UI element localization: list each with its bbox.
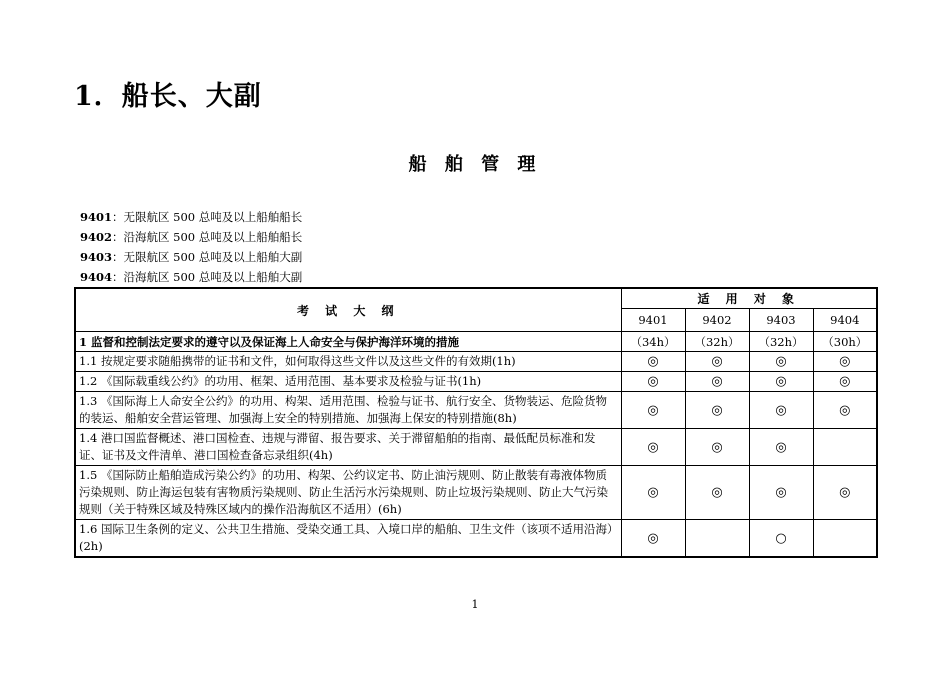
code-description: ：沿海航区 500 总吨及以上船舶船长 bbox=[112, 230, 303, 244]
code-number: 9402 bbox=[80, 230, 113, 244]
table-header-row bbox=[75, 288, 877, 309]
code-item bbox=[80, 227, 302, 247]
row-text: 1.4 港口国监督概述、港口国检查、违规与滞留、报告要求、关于滞留船舶的指南、最低配员标准和发证、证书及文件清单、港口国检查备忘录组织(4h) bbox=[75, 429, 621, 466]
row-mark: ◎ bbox=[621, 352, 685, 372]
table-row bbox=[75, 372, 877, 392]
code-number: 9403 bbox=[80, 250, 113, 264]
row-mark bbox=[813, 429, 877, 466]
code-list bbox=[80, 207, 302, 287]
code-description: ：无限航区 500 总吨及以上船舶大副 bbox=[112, 250, 303, 264]
code-number: 9404 bbox=[80, 270, 113, 284]
row-mark bbox=[685, 520, 749, 558]
row-mark: ◎ bbox=[685, 429, 749, 466]
column-code: 9402 bbox=[685, 309, 749, 332]
row-text: 1.6 国际卫生条例的定义、公共卫生措施、受染交通工具、入境口岸的船舶、卫生文件（该项不适用沿海）(2h) bbox=[75, 520, 621, 558]
section-hours: （34h） bbox=[621, 332, 685, 352]
code-item bbox=[80, 267, 302, 287]
code-number: 9401 bbox=[80, 210, 113, 224]
row-mark: ◎ bbox=[621, 466, 685, 520]
code-item bbox=[80, 247, 302, 267]
table-row bbox=[75, 466, 877, 520]
header-applicable: 适 用 对 象 bbox=[621, 288, 877, 309]
code-description: ：无限航区 500 总吨及以上船舶船长 bbox=[112, 210, 303, 224]
section-hours: （30h） bbox=[813, 332, 877, 352]
row-mark: ○ bbox=[749, 520, 813, 558]
exam-outline-table bbox=[74, 287, 878, 558]
row-mark: ◎ bbox=[621, 429, 685, 466]
row-mark: ◎ bbox=[621, 372, 685, 392]
code-item bbox=[80, 207, 302, 227]
page-title: 1．船长、大副 bbox=[74, 81, 262, 112]
table-row bbox=[75, 392, 877, 429]
column-code: 9401 bbox=[621, 309, 685, 332]
row-mark: ◎ bbox=[685, 372, 749, 392]
row-text: 1.2 《国际载重线公约》的功用、框架、适用范围、基本要求及检验与证书(1h) bbox=[75, 372, 621, 392]
row-mark: ◎ bbox=[749, 392, 813, 429]
row-mark: ◎ bbox=[685, 392, 749, 429]
row-mark: ◎ bbox=[749, 352, 813, 372]
section-hours: （32h） bbox=[749, 332, 813, 352]
row-mark bbox=[813, 520, 877, 558]
table-row bbox=[75, 352, 877, 372]
row-text: 1.5 《国际防止船舶造成污染公约》的功用、构架、公约议定书、防止油污规则、防止散装有毒液体物质污染规则、防止海运包装有害物质污染规则、防止生活污水污染规则、防止垃圾污染规则、防止大气污染规则（关于特殊区域及特殊区域内的操作沿海航区不适用）(6h) bbox=[75, 466, 621, 520]
row-mark: ◎ bbox=[813, 372, 877, 392]
header-outline: 考 试 大 纲 bbox=[75, 288, 621, 332]
section-hours: （32h） bbox=[685, 332, 749, 352]
table-row bbox=[75, 429, 877, 466]
table-row bbox=[75, 520, 877, 558]
row-mark: ◎ bbox=[813, 352, 877, 372]
row-mark: ◎ bbox=[749, 372, 813, 392]
row-mark: ◎ bbox=[685, 352, 749, 372]
row-mark: ◎ bbox=[749, 466, 813, 520]
code-description: ：沿海航区 500 总吨及以上船舶大副 bbox=[112, 270, 303, 284]
row-text: 1.1 按规定要求随船携带的证书和文件，如何取得这些文件以及这些文件的有效期(1h) bbox=[75, 352, 621, 372]
row-text: 1.3 《国际海上人命安全公约》的功用、构架、适用范围、检验与证书、航行安全、货物装运、危险货物的装运、船舶安全营运管理、加强海上安全的特别措施、加强海上保安的特别措施(8h) bbox=[75, 392, 621, 429]
column-code: 9403 bbox=[749, 309, 813, 332]
page-number: 1 bbox=[471, 598, 479, 611]
row-mark: ◎ bbox=[813, 466, 877, 520]
section-row bbox=[75, 332, 877, 352]
row-mark: ◎ bbox=[685, 466, 749, 520]
row-mark: ◎ bbox=[621, 520, 685, 558]
row-mark: ◎ bbox=[813, 392, 877, 429]
column-code: 9404 bbox=[813, 309, 877, 332]
row-mark: ◎ bbox=[749, 429, 813, 466]
subject-title: 船 舶 管 理 bbox=[408, 154, 542, 175]
row-mark: ◎ bbox=[621, 392, 685, 429]
section-label: 1 监督和控制法定要求的遵守以及保证海上人命安全与保护海洋环境的措施 bbox=[75, 332, 621, 352]
